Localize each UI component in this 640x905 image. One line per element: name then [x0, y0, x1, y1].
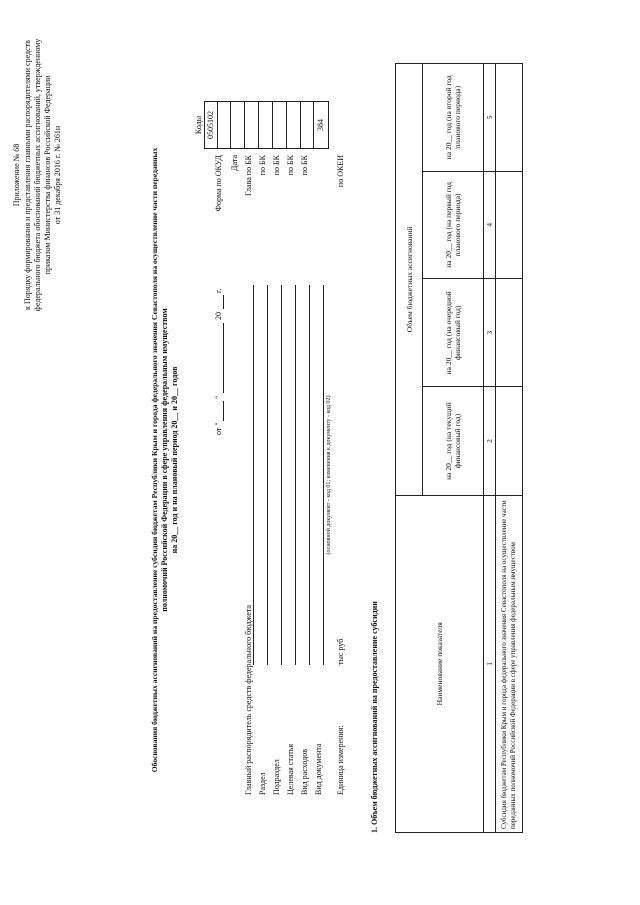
table-row [496, 64, 523, 833]
col-number-4: 4 [484, 171, 496, 279]
row-value-col4 [496, 171, 523, 279]
code-okud: 0505102 [205, 102, 218, 149]
header-col-current-year: на 20__ год (на текущий финансовый год) [423, 387, 484, 495]
units-label: Единица измерения: [336, 725, 345, 795]
units-value: тыс руб [336, 638, 345, 665]
date-suffix: г. [214, 288, 223, 293]
date-year: 20 [214, 312, 223, 320]
row-value-col5 [496, 64, 523, 172]
form-title-line-3: на 20__ год и на плановый период 20__ и 20__ годов [170, 366, 179, 554]
col-number-1: 1 [484, 495, 496, 832]
field-label-vid: Вид расходов [300, 749, 309, 795]
codes-header: Коды [194, 102, 205, 149]
header-col-plan-year-2: на 20__ год (на второй год планового периода) [423, 64, 484, 172]
row-indicator-name: Субсидия бюджетам Республики Крым и города федерального значения Севастополя на осуществление части переданных полномочий Российской Федерации в сфере управления федеральным имуществом [496, 495, 523, 832]
header-budget-volume: Объем бюджетных ассигнований [396, 64, 423, 496]
field-code-label-tsel: по БК [286, 155, 295, 176]
field-code-label-razdel: по БК [258, 155, 267, 176]
field-line-vid [309, 285, 310, 665]
col-number-3: 3 [484, 279, 496, 387]
header-col-next-year: на 20__ год (на очередной финансовый год) [423, 279, 484, 387]
okud-label: Форма по ОКУД [214, 155, 223, 212]
date-label: Дата [230, 155, 239, 171]
date-month-blank [223, 323, 224, 393]
header-indicator-name: Наименование показателя [396, 495, 484, 832]
field-code-label-vid: по БК [300, 155, 309, 176]
code-podrazdel [259, 102, 273, 149]
code-glava [231, 102, 245, 149]
appendix-number: Приложение № 68 [12, 143, 21, 207]
col-number-2: 2 [484, 387, 496, 495]
field-line-razdel [267, 285, 268, 665]
form-title-line-1: Обоснования бюджетных ассигнований на предоставление субсидии бюджетам Республики Крым и города федерального значения Севастополя на осуществление части переданных [150, 147, 159, 773]
field-label-podrazdel: Подраздел [272, 759, 281, 795]
budget-table [395, 63, 523, 833]
code-okei: 384 [314, 102, 329, 149]
field-code-label-podrazdel: по БК [272, 155, 281, 176]
codes-table [194, 101, 329, 149]
appendix-line-2: федерального бюджета обоснований бюджетных ассигнований, утвержденному [33, 38, 42, 312]
field-label-glava: Главный распорядитель средств федерального бюджета [244, 605, 253, 795]
row-value-col3 [496, 279, 523, 387]
field-code-label-glava: Глава по БК [244, 155, 253, 196]
date-prefix: от " [214, 422, 223, 435]
units-code-label: по ОКЕИ [336, 155, 345, 188]
section-1-title: 1. Объем бюджетных ассигнований на предоставление субсидии [370, 601, 379, 833]
code-doc [301, 102, 314, 149]
appendix-line-1: к Порядку формирования и представления главными распорядителями средств [23, 40, 32, 310]
date-mid: " [214, 395, 223, 399]
header-col-plan-year-1: на 20__ год (на первый год планового периода) [423, 171, 484, 279]
code-date [218, 102, 231, 149]
date-day-blank [223, 401, 224, 421]
doc-note: (основной документ - код 01; изменения к документу - код 02) [326, 395, 332, 555]
field-line-tsel [295, 285, 296, 665]
field-line-podrazdel [281, 285, 282, 665]
code-tsel [273, 102, 287, 149]
field-label-doc: Вид документа [314, 743, 323, 795]
form-title-line-2: полномочий Российской Федерации в сфере управления федеральным имуществом [160, 308, 169, 612]
field-label-tsel: Целевая статья [286, 743, 295, 795]
appendix-line-4: от 31 декабря 2016 г. № 261н [53, 125, 62, 225]
code-razdel [245, 102, 259, 149]
field-label-razdel: Раздел [258, 772, 267, 795]
row-value-col2 [496, 387, 523, 495]
appendix-line-3: приказом Министерства финансов Российской Федерации [43, 75, 52, 275]
field-line-glava [253, 285, 254, 665]
field-line-doc [323, 285, 324, 665]
code-vid [287, 102, 301, 149]
col-number-5: 5 [484, 64, 496, 172]
